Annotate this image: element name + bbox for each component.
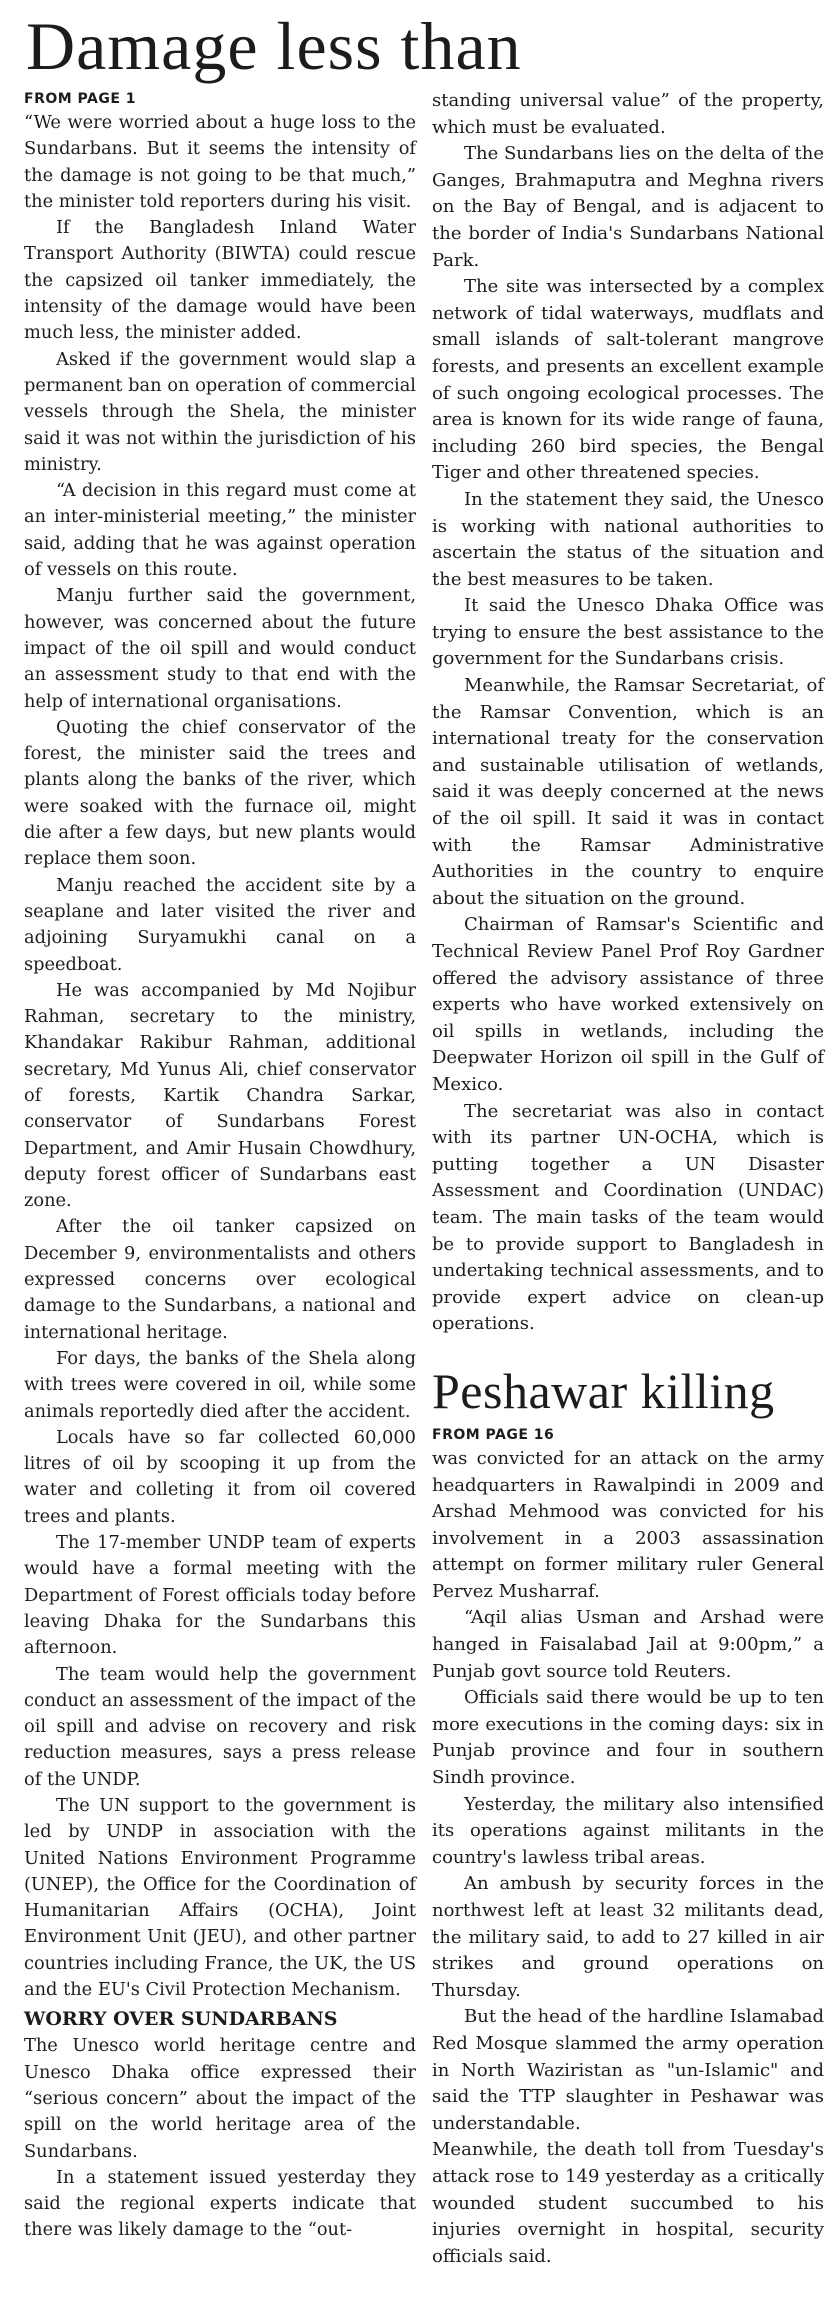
paragraph: was convicted for an attack on the army headquarters in Rawalpindi in 2009 and Arshad Mehmood was convicted for his involvement in a 2003 assassination attempt on former military ruler General Pervez Musharraf. (432, 1447, 824, 1602)
story2-headline: Peshawar killing (432, 1362, 775, 1419)
paragraph: It said the Unesco Dhaka Office was trying to ensure the best assistance to the government for the Sundarbans crisis. (432, 595, 824, 670)
paragraph: For days, the banks of the Shela along with trees were covered in oil, while some animals reportedly died after the accident. (24, 1347, 416, 1422)
paragraph: Manju further said the government, however, was concerned about the future impact of the oil spill and would conduct an assessment study to that end with the help of international organisations. (24, 585, 416, 712)
paragraph: Officials said there would be up to ten more executions in the coming days: six in Punjab province and four in southern Sindh province. (432, 1687, 824, 1789)
paragraph: “We were worried about a huge loss to the Sundarbans. But it seems the intensity of the damage is not going to be that much,” the minister told reporters during his visit. (24, 112, 416, 212)
story2-kicker: FROM PAGE 16 (432, 1426, 555, 1443)
paragraph: If the Bangladesh Inland Water Transport Authority (BIWTA) could rescue the capsized oil tanker immediately, the intensity of the damage would have been much less, the minister added. (24, 217, 416, 344)
right-column (432, 88, 824, 2270)
left-column (24, 90, 416, 2244)
story1-kicker: FROM PAGE 1 (24, 91, 137, 107)
paragraph: The secretariat was also in contact with its partner UN-OCHA, which is putting together a UN Disaster Assessment and Coordination (UNDAC) team. The main tasks of the team would be to provide support to Bangladesh in undertaking technical assessments, and to provide expert advice on clean-up operations. (432, 1100, 824, 1335)
paragraph: Meanwhile, the Ramsar Secretariat, of the Ramsar Convention, which is an international treaty for the conservation and sustainable utilisation of wetlands, said it was deeply concerned at the news of the oil spill. It said it was in contact with the Ramsar Administrative Authorities in the country to enquire about the situation on the ground. (432, 675, 824, 909)
paragraph: But the head of the hardline Islamabad Red Mosque slammed the army operation in North Waziristan as "un-Islamic" and said the TTP slaughter in Peshawar was understandable. (432, 2006, 824, 2134)
paragraph: In a statement issued yesterday they said the regional experts indicate that there was likely damage to the “out- (24, 2166, 416, 2241)
paragraph: standing universal value” of the property, which must be evaluated. (432, 90, 824, 138)
story1-headline: Damage less than (26, 8, 522, 84)
paragraph: The team would help the government conduct an assessment of the impact of the oil spill and advise on recovery and risk reduction measures, says a press release of the UNDP. (24, 1663, 416, 1790)
paragraph: “A decision in this regard must come at an inter-ministerial meeting,” the minister said, adding that he was against operation of vessels on this route. (24, 480, 416, 581)
story1-subhead: WORRY OVER SUNDARBANS (24, 2008, 338, 2031)
paragraph: The Sundarbans lies on the delta of the Ganges, Brahmaputra and Meghna rivers on the Bay of Bengal, and is adjacent to the border of India's Sundarbans National Park. (432, 143, 824, 271)
paragraph: The UN support to the government is led by UNDP in association with the United Nations Environment Programme (UNEP), the Office for the Coordination of Humanitarian Affairs (OCHA), Joint Environment Unit (JEU), and other partner countries including France, the UK, the US and the EU's Civil Protection Mechanism. (24, 1795, 416, 2001)
paragraph: Quoting the chief conservator of the forest, the minister said the trees and plants along the banks of the river, which were soaked with the furnace oil, might die after a few days, but new plants would replace them soon. (24, 716, 416, 870)
paragraph: Chairman of Ramsar's Scientific and Technical Review Panel Prof Roy Gardner offered the advisory assistance of three experts who have worked extensively on oil spills in wetlands, including the Deepwater Horizon oil spill in the Gulf of Mexico. (432, 914, 824, 1095)
paragraph: An ambush by security forces in the northwest left at least 32 militants dead, the military said, to add to 27 killed in air strikes and ground operations on Thursday. (432, 1873, 824, 2001)
paragraph: The Unesco world heritage centre and Unesco Dhaka office expressed their “serious concern” about the impact of the spill on the world heritage area of the Sundarbans. (24, 2035, 416, 2162)
paragraph: Meanwhile, the death toll from Tuesday's attack rose to 149 yesterday as a critically wounded student succumbed to his injuries overnight in hospital, security officials said. (432, 2139, 824, 2267)
paragraph: He was accompanied by Md Nojibur Rahman, secretary to the ministry, Khandakar Rakibur Rahman, additional secretary, Md Yunus Ali, chief conservator of forests, Kartik Chandra Sarkar, conservator of Sundarbans Forest Department, and Amir Husain Chowdhury, deputy forest officer of Sundarbans east zone. (24, 979, 416, 1212)
paragraph: Locals have so far collected 60,000 litres of oil by scooping it up from the water and colleting it from oil covered trees and plants. (24, 1426, 416, 1527)
paragraph: The site was intersected by a complex network of tidal waterways, mudflats and small islands of salt-tolerant mangrove forests, and presents an excellent example of such ongoing ecological processes. The area is known for its wide range of fauna, including 260 bird species, the Bengal Tiger and other threatened species. (432, 276, 824, 484)
paragraph: The 17-member UNDP team of experts would have a formal meeting with the Department of Forest officials today before leaving Dhaka for the Sundarbans this afternoon. (24, 1532, 416, 1659)
paragraph: In the statement they said, the Unesco is working with national authorities to ascertain the status of the situation and the best measures to be taken. (432, 488, 824, 590)
paragraph: “Aqil alias Usman and Arshad were hanged in Faisalabad Jail at 9:00pm,” a Punjab govt source told Reuters. (432, 1607, 824, 1682)
paragraph: Yesterday, the military also intensified its operations against militants in the country's lawless tribal areas. (432, 1793, 824, 1868)
paragraph: After the oil tanker capsized on December 9, environmentalists and others expressed concerns over ecological damage to the Sundarbans, a national and international heritage. (24, 1216, 416, 1343)
paragraph: Manju reached the accident site by a seaplane and later visited the river and adjoining Suryamukhi canal on a speedboat. (24, 874, 416, 975)
paragraph: Asked if the government would slap a permanent ban on operation of commercial vessels through the Shela, the minister said it was not within the jurisdiction of his ministry. (24, 348, 416, 475)
